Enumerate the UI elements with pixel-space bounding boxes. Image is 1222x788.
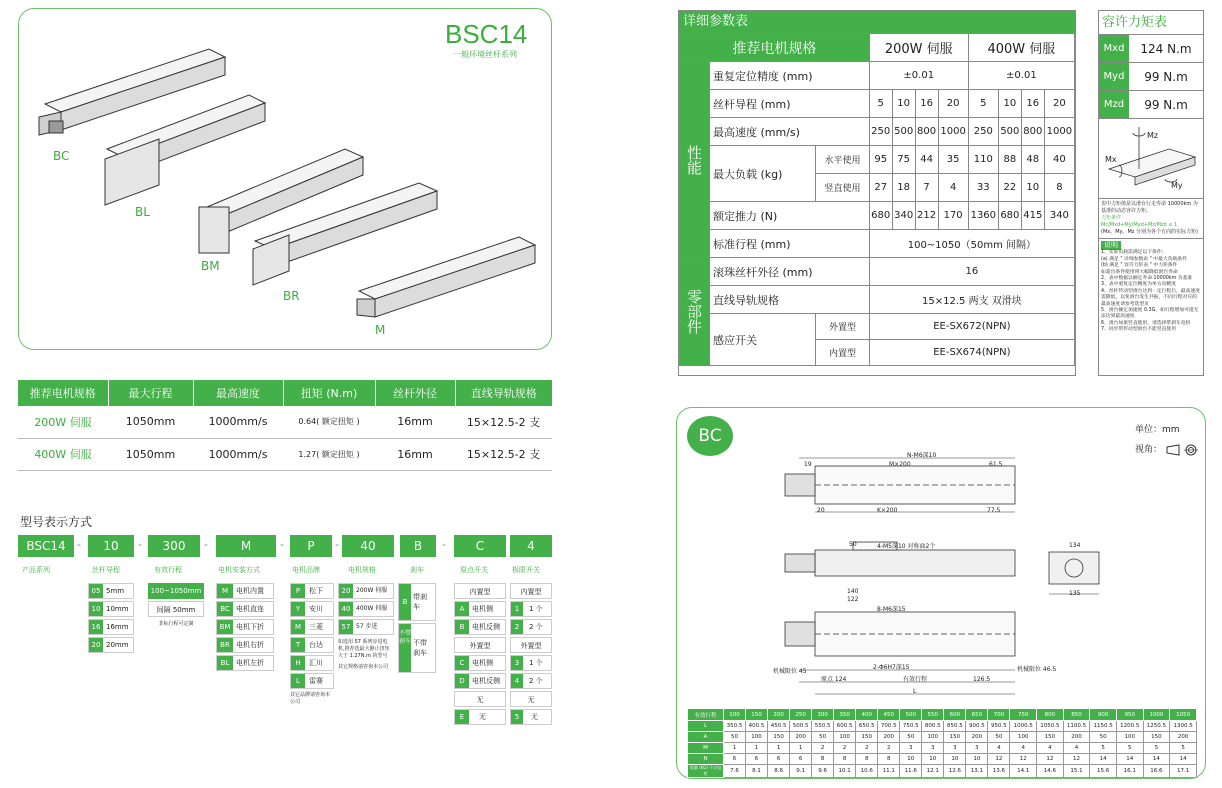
label-stroke: 有效行程: [154, 566, 182, 574]
bc-table-cell: 4: [1037, 743, 1064, 754]
bc-table-header-cell: 750: [1010, 709, 1037, 721]
bc-table-cell: 150: [1037, 732, 1064, 743]
moment-diagram: Mz Mx My: [1099, 119, 1203, 199]
code-series: BSC14: [18, 535, 74, 557]
label-series: 产品系列: [22, 566, 50, 574]
cell: 200W 伺服: [34, 415, 92, 429]
cell: 16mm: [397, 415, 433, 429]
code-brand: P: [290, 535, 332, 557]
bc-table-cell: 14: [1090, 754, 1117, 765]
bc-table-cell: 450.5: [768, 721, 790, 732]
detail-header: 200W 伺服: [869, 34, 968, 62]
bc-table-cell: 10: [944, 754, 966, 765]
description-box: 说明 1、实际负载需满足以下条件： (a) 满足 " 详细参数表 " 中最大负载条件 (b) 满足 " 容许力矩表 " 中力矩条件 如超出条件使用将大幅降低滑台寿命 2、表中数据以额定寿命 10000km 为基准 3、表中重复定位精度为单方向精度 4、丝杆传动型滑台达到一定行程后，最高速度需降低，以免滑台发生共振，不同行程对应的最高速度请参考选型页 5、滑台额定加速度 0.3G，如行程增加可提无法达到最高速度 6、滑台如果竖直使用，请选择带刹车电机 7、同步带传动型滑台不能竖直使用: [1101, 241, 1200, 333]
label-mount: 电机安装方式: [218, 566, 260, 574]
bc-table-cell: 200: [790, 732, 812, 743]
overview-header: 扭矩 (N.m): [283, 380, 375, 406]
bc-table-cell: 5: [1143, 743, 1170, 754]
bc-table-cell: 500.5: [790, 721, 812, 732]
bc-table-cell: 750.5: [900, 721, 922, 732]
bc-table-cell: 10.6: [856, 765, 878, 778]
bc-table-cell: 5: [1090, 743, 1117, 754]
detail-header: 400W 伺服: [968, 34, 1074, 62]
bc-table-header-cell: 150: [746, 709, 768, 721]
bc-table-cell: 1: [724, 743, 746, 754]
limit-options: 内置型 1 1 个 2 2 个 外置型 3 1 个 4 2 个 无 5 无: [510, 583, 552, 725]
bc-table-cell: 8.6: [768, 765, 790, 778]
bc-table-cell: 10: [922, 754, 944, 765]
bc-table-cell: 50: [724, 732, 746, 743]
bc-table-cell: 100: [922, 732, 944, 743]
code-stroke: 300: [148, 535, 200, 557]
code-mount: M: [216, 535, 276, 557]
bc-table-cell: 3: [966, 743, 988, 754]
bc-table-cell: 200: [966, 732, 988, 743]
separator: -: [77, 538, 81, 551]
overview-table: [18, 380, 552, 471]
bc-table-cell: 150: [856, 732, 878, 743]
cell: 1050mm: [125, 415, 176, 429]
bc-table-cell: 1200.5: [1116, 721, 1143, 732]
bc-table-cell: 12: [1010, 754, 1037, 765]
bc-table-cell: 1300.5: [1170, 721, 1197, 732]
lead-options: 05 5mm 10 10mm 16 16mm 20 20mm: [88, 583, 134, 653]
bc-table-cell: 12: [1037, 754, 1064, 765]
bc-dimension-table: [687, 708, 1197, 778]
bc-table-header-cell: 250: [790, 709, 812, 721]
moment-block: 容许力矩表 Mxd 124 N.m Myd 99 N.m Mzd 99 N.m Mz Mx My 表中力矩值是以滑台行走寿命 10000km 为基准的动态容许力矩。 力矩条件 Mc/Mxd+My/Myd+Mz/Mzd ≤ 1 (Mx、My、Mz 分别为各个方向的实际力矩) 说明 1、实际负载需满足以下条件： (a) 满足 " 详细参数表 " 中最大负载条件 (b) 满足 " 容许力矩表 " 中力矩条件 如超出条件使用将大幅降低滑台寿命 2、表中数据以额定寿命 10000km 为基准 3、表中重复定位精度为单方向精度 4、丝杆传动型滑台达到一定行程后，最高速度需降低，以免滑台发生共振，不同行程对应的最高速度请参考选型页 5、滑台额定加速度 0.3G，如行程增加可提无法达到最高速度 6、滑台如果竖直使用，请选择带刹车电机 7、同步带传动型滑台不能竖直使用: [1098, 10, 1204, 376]
separator: -: [204, 538, 208, 551]
mount-options: M 电机内置 BC 电机直连 BM 电机下折 BR 电机右折 BL 电机左折: [216, 583, 274, 671]
bc-table-cell: 8: [856, 754, 878, 765]
label-bc: BC: [53, 149, 70, 163]
bc-table-cell: 8: [812, 754, 834, 765]
bc-table-cell: 8: [878, 754, 900, 765]
bc-table-cell: 3: [922, 743, 944, 754]
bc-badge: BC: [687, 416, 733, 456]
cell: 400W 伺服: [34, 448, 92, 461]
bc-table-cell: 1000.5: [1010, 721, 1037, 732]
series-title: BSC14: [445, 19, 528, 49]
stroke-options: 100~1050mm 间隔 50mm 非标行程可定制: [148, 583, 204, 627]
bc-table-header-cell: 850: [1063, 709, 1090, 721]
overview-header: 推荐电机规格: [18, 380, 108, 406]
bc-table-cell: 12: [1063, 754, 1090, 765]
bc-table-cell: 17.1: [1170, 765, 1197, 778]
bc-table-cell: 2: [856, 743, 878, 754]
label-br: BR: [283, 289, 300, 303]
moment-note: 表中力矩值是以滑台行走寿命 10000km 为基准的动态容许力矩。 力矩条件 Mc/Mxd+My/Myd+Mz/Mzd ≤ 1 (Mx、My、Mz 分别为各个方向的实际力矩): [1099, 199, 1203, 239]
bc-table-header-cell: 100: [724, 709, 746, 721]
cell: 1050mm: [125, 447, 176, 461]
origin-options: 内置型 A 电机侧 B 电机反侧 外置型 C 电机侧 D 电机反侧 无 E 无: [454, 583, 506, 725]
view-label: 视角：: [1135, 442, 1199, 456]
bc-table-cell: 3: [944, 743, 966, 754]
overview-header: 最大行程: [108, 380, 193, 406]
bc-table-cell: 400.5: [746, 721, 768, 732]
bc-table-header-cell: 700: [988, 709, 1010, 721]
bc-table-header-cell: 450: [878, 709, 900, 721]
label-bm: BM: [201, 259, 220, 273]
overview-header-row: [18, 380, 552, 406]
bc-table-cell: 14.1: [1010, 765, 1037, 778]
bc-table-cell: 1150.5: [1090, 721, 1117, 732]
spec-options: 20 200W 伺服 40 400W 伺服 57 57 步进 如选用 57 系列步进电机,推荐选最大静止扭矩大于 1.27N.m 的型号 其它规格请咨询本公司: [338, 583, 394, 671]
bc-table-header: [688, 709, 1197, 721]
label-origin: 原点开关: [460, 566, 488, 574]
bc-table-cell: 200: [1170, 732, 1197, 743]
separator: -: [280, 538, 284, 551]
bc-table-cell: 16.6: [1143, 765, 1170, 778]
bc-table-cell: 14: [1116, 754, 1143, 765]
bc-table-header-cell: 400: [856, 709, 878, 721]
bc-table-cell: 4: [1010, 743, 1037, 754]
bc-table-cell: 1100.5: [1063, 721, 1090, 732]
overview-header: 直线导轨规格: [470, 387, 537, 400]
brake-options: B 带刹车 不带刹车 不带刹车: [398, 583, 436, 673]
cell: 15×12.5-2 支: [466, 448, 541, 461]
bc-table-cell: 550.5: [812, 721, 834, 732]
table-row: [688, 743, 1197, 754]
bc-table-cell: A: [688, 732, 724, 743]
bc-table-cell: 150: [944, 732, 966, 743]
bc-table-header-cell: 200: [768, 709, 790, 721]
code-origin: C: [454, 535, 506, 557]
bc-table-cell: 1: [746, 743, 768, 754]
bc-table-cell: 14: [1170, 754, 1197, 765]
detail-table-block: [678, 10, 1076, 376]
bc-table-cell: 15.1: [1063, 765, 1090, 778]
bc-table-header-cell: 1000: [1143, 709, 1170, 721]
bc-table-header-cell: 900: [1090, 709, 1117, 721]
bc-table-cell: 200: [878, 732, 900, 743]
brand-options: P 松下 Y 安川 M 三菱 T 台达 H 汇川 L 雷赛 其它品牌请咨询本公司: [290, 583, 334, 706]
bc-table-cell: 10: [900, 754, 922, 765]
bc-table-cell: 13.6: [988, 765, 1010, 778]
bc-table-cell: 100: [1116, 732, 1143, 743]
bc-table-cell: 6: [790, 754, 812, 765]
bc-table-cell: 7.6: [724, 765, 746, 778]
table-row: [18, 406, 552, 438]
bc-table-header-cell: 有效行程: [688, 709, 724, 721]
bc-table-cell: 1250.5: [1143, 721, 1170, 732]
model-heading: 型号表示方式: [20, 515, 93, 529]
bc-table-cell: 850.5: [944, 721, 966, 732]
label-spec: 电机规格: [348, 566, 376, 574]
bc-table-cell: M: [688, 743, 724, 754]
bc-table-cell: 15.6: [1090, 765, 1117, 778]
bc-table-cell: 1: [768, 743, 790, 754]
bc-table-cell: 200: [1063, 732, 1090, 743]
table-row: [688, 721, 1197, 732]
bc-table-cell: 150: [768, 732, 790, 743]
cell: 0.64( 额定扭矩 ): [298, 417, 360, 427]
separator: -: [138, 538, 142, 551]
bc-table-cell: 50: [900, 732, 922, 743]
separator: -: [442, 538, 446, 551]
table-row: [18, 438, 552, 470]
engineering-drawing: [677, 408, 1207, 703]
module-bl: [105, 95, 265, 205]
moment-title: 容许力矩表: [1099, 11, 1203, 35]
bc-table-cell: 14: [1143, 754, 1170, 765]
bc-table-cell: 9.1: [790, 765, 812, 778]
table-row: [688, 765, 1197, 778]
bc-table-cell: 4: [988, 743, 1010, 754]
bc-table-cell: L: [688, 721, 724, 732]
bc-table-cell: 1050.5: [1037, 721, 1064, 732]
bc-table-cell: 50: [1090, 732, 1117, 743]
bc-table-cell: 150: [1143, 732, 1170, 743]
bc-table-cell: 4: [1063, 743, 1090, 754]
bc-table-cell: 14.6: [1037, 765, 1064, 778]
bc-table-cell: 650.5: [856, 721, 878, 732]
bc-table-header-cell: 950: [1116, 709, 1143, 721]
separator: -: [335, 538, 339, 551]
detail-header: 推荐电机规格: [680, 34, 870, 62]
bc-table-cell: 12.1: [922, 765, 944, 778]
bc-table-header-cell: 500: [900, 709, 922, 721]
bc-table-header-cell: 550: [922, 709, 944, 721]
bc-table-header-cell: 800: [1037, 709, 1064, 721]
bc-table-cell: 5: [1170, 743, 1197, 754]
bc-table-cell: 1: [790, 743, 812, 754]
model-code-bar: [18, 535, 552, 557]
cell: 15×12.5-2 支: [466, 415, 541, 429]
bc-table-cell: 100: [834, 732, 856, 743]
bc-table-cell: 8: [834, 754, 856, 765]
bc-table-cell: 700.5: [878, 721, 900, 732]
bc-drawing-panel: BC 单位：mm 视角： 19 M×200 61.5 N-M6深10 4-M5深10 对称面2个 140 122 8-M6深15 2-Φ6H7深15 机械限位 45 原点 124 有效行程 机械限位 46.5 126.5 134 135 L 20 K×200 77.5 50 有效行程 100 150 200 250 300 350 400 450 500 550 600 650 700 750 800 850 900 950 1000 1050 L 350.5 400.5 450.5 500.5 550.5 600.5 650.5 700.5 750.5 800.5 850.5 900.5 950.5 1000.5 1050.5 1100.5 1150.5 1200.5 1250.5 1300.5 A 50 100 150 200 50 100 150 200 50 100 150 200 50 100 150 200 50 100 150 200 M 1 1 1 1 2 2 2 2 3 3 3 3 4 4 4 4 5 5 5 5 N 6 6 6 6 8 8 8 8 10 10 10 10 12 12 12 12 14 14 14 14 质量 (KG) 不含电机 7.6 8.1 8.6 9.1 9.6 10.1 10.6 11.1 11.6 12.1 12.6 13.1 13.6 14.1 14.6 15.1 15.6 16.1 16.6 17.1: [676, 407, 1206, 779]
unit-label: 单位：mm: [1135, 425, 1180, 435]
bc-table-cell: 9.6: [812, 765, 834, 778]
label-bl: BL: [135, 205, 150, 219]
bc-table-cell: 12.6: [944, 765, 966, 778]
label-brake: 刹车: [410, 566, 424, 574]
bc-table-header-cell: 1050: [1170, 709, 1197, 721]
detail-table: 推荐电机规格 200W 伺服 400W 伺服 性能 重复定位精度 (mm) ±0.01 ±0.01 丝杆导程 (mm) 5 10 16 20 5 10 16 20 最高速度 (mm/s) 250 500 800 1000 250 500 800 1000 最大负载 (kg) 水平使用 95 75 44 35 110 88 48 40 竖直使用 27 18 7 4 33 22 10 8 额定推力 (N) 680 340 212 170 1360 680 415 340 标准行程 (mm) 100~1050（50mm 间隔） 零部件 滚珠丝杆外径 (mm) 16 直线导轨规格 15×12.5 两支 双滑块 感应开关 外置型 EE-SX672(NPN) 内置型 EE-SX674(NPN): [679, 33, 1075, 366]
overview-header: 最高速度: [193, 380, 283, 406]
parts-label: 零部件: [680, 258, 710, 366]
module-m: [357, 237, 535, 317]
cell: 16mm: [397, 447, 433, 461]
label-m: M: [375, 323, 386, 337]
bc-table-cell: 350.5: [724, 721, 746, 732]
bc-table-cell: 950.5: [988, 721, 1010, 732]
bc-table-cell: 12: [988, 754, 1010, 765]
bc-table-cell: 5: [1116, 743, 1143, 754]
bc-table-cell: 100: [1010, 732, 1037, 743]
bc-table-cell: 11.1: [878, 765, 900, 778]
bc-table-cell: 16.1: [1116, 765, 1143, 778]
code-limit: 4: [510, 535, 552, 557]
bc-table-cell: 50: [988, 732, 1010, 743]
bc-table-cell: 600.5: [834, 721, 856, 732]
bc-table-cell: 50: [812, 732, 834, 743]
bc-table-header-cell: 650: [966, 709, 988, 721]
bc-table-cell: 11.6: [900, 765, 922, 778]
label-limit: 极限开关: [512, 566, 540, 574]
detail-title: 详细参数表: [679, 11, 1075, 33]
bc-table-header-cell: 350: [834, 709, 856, 721]
bc-table-cell: 800.5: [922, 721, 944, 732]
bc-table-header-cell: 600: [944, 709, 966, 721]
bc-table-cell: 3: [900, 743, 922, 754]
product-panel: [18, 8, 552, 350]
bc-table-cell: 6: [768, 754, 790, 765]
cell: 1000mm/s: [208, 415, 268, 429]
cell: 1.27( 额定扭矩 ): [298, 449, 360, 459]
code-spec: 40: [342, 535, 394, 557]
bc-table-cell: 2: [834, 743, 856, 754]
bc-table-header-cell: 300: [812, 709, 834, 721]
bc-table-cell: 质量 (KG) 不含电机: [688, 765, 724, 778]
table-row: [688, 754, 1197, 765]
bc-table-cell: 6: [724, 754, 746, 765]
bc-table-cell: 10.1: [834, 765, 856, 778]
overview-header: 丝杆外径: [375, 380, 455, 406]
bc-table-cell: 6: [746, 754, 768, 765]
bc-table-cell: 8.1: [746, 765, 768, 778]
bc-table-cell: 13.1: [966, 765, 988, 778]
cell: 1000mm/s: [208, 447, 268, 461]
code-lead: 10: [88, 535, 134, 557]
code-brake: B: [400, 535, 436, 557]
bc-table-cell: 10: [966, 754, 988, 765]
bc-table-cell: 2: [812, 743, 834, 754]
bc-table-cell: 900.5: [966, 721, 988, 732]
table-row: [688, 732, 1197, 743]
perf-label: 性能: [680, 62, 710, 258]
bc-table-cell: 2: [878, 743, 900, 754]
label-lead: 丝杆导程: [92, 566, 120, 574]
label-brand: 电机品牌: [292, 566, 320, 574]
series-subtitle: 一般环境丝杆系列: [453, 50, 517, 59]
bc-table-cell: N: [688, 754, 724, 765]
bc-table-cell: 100: [746, 732, 768, 743]
